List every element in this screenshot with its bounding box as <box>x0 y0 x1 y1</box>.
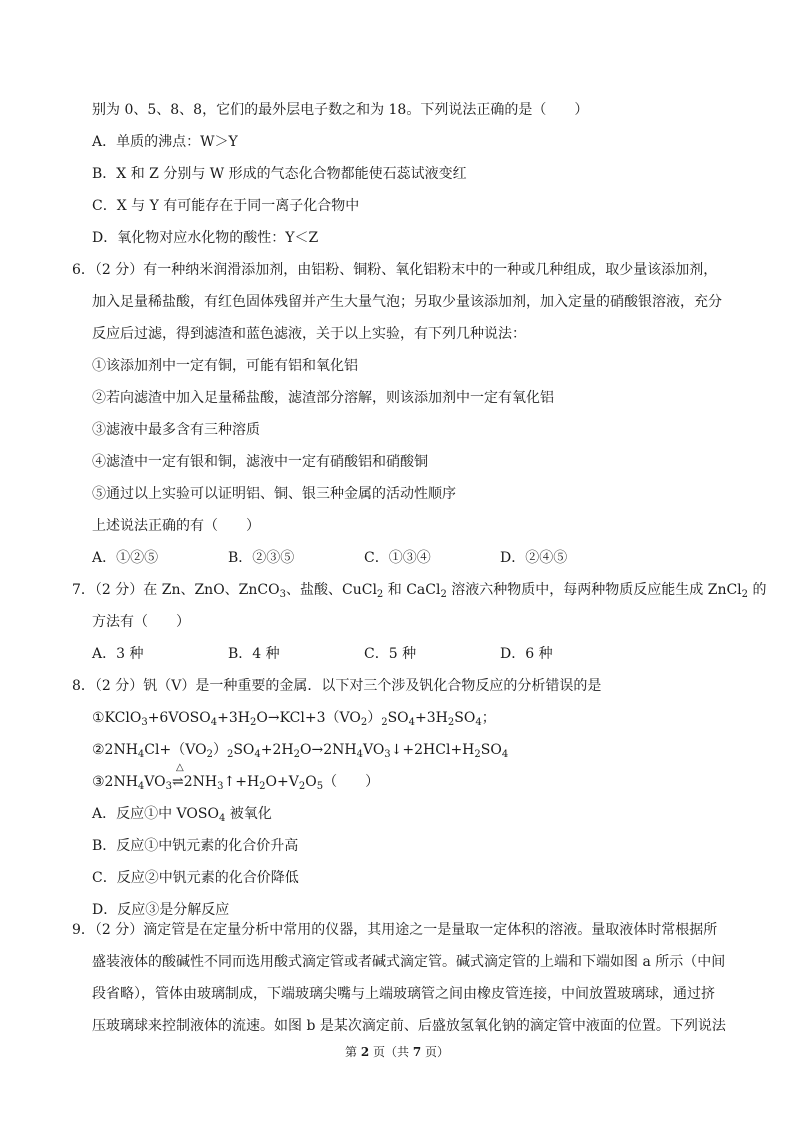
q6-stem-line1: 6．（2 分）有一种纳米润滑添加剂，由铝粉、铜粉、氧化铝粉末中的一种或几种组成，取少量该添加剂， <box>72 262 718 278</box>
q6-options <box>92 548 724 568</box>
q8-reaction-3: $③2NH_4VO_3$ △ $\rightleftharpoons 2NH_3↑+H_2O+V_2O_5$（ ） <box>92 762 380 792</box>
q6-stem-line2: 加入足量稀盐酸，有红色固体残留并产生大量气泡；另取少量该添加剂，加入定量的硝酸银溶液，充分 <box>92 294 722 310</box>
total-pages: 7 <box>412 1045 422 1059</box>
q5-stem-tail: 别为 0、5、8、8，它们的最外层电子数之和为 18。下列说法正确的是（ ） <box>92 102 589 118</box>
page-number: 2 <box>360 1045 370 1059</box>
q9-stem-line1: 9．（2 分）滴定管是在定量分析中常用的仪器，其用途之一是量取一定体积的溶液。量取液体时常根据所 <box>72 922 718 938</box>
q8-option-a: A．反应①中 $VOSO_4$ 被氧化 <box>92 806 272 824</box>
q8-option-b: B．反应①中钒元素的化合价升高 <box>92 838 299 854</box>
q7-stem-line2: 方法有（ ） <box>92 614 190 630</box>
q6-ask: 上述说法正确的有（ ） <box>92 518 260 534</box>
q8-option-c: C．反应②中钒元素的化合价降低 <box>92 870 299 886</box>
q6-statement-4: ④滤渣中一定有银和铜，滤液中一定有硝酸铝和硝酸铜 <box>92 454 428 470</box>
page-footer: 第 2 页（共 7 页） <box>344 1045 449 1059</box>
q6-statement-1: ①该添加剂中一定有铜，可能有铝和氧化铝 <box>92 358 358 374</box>
q8-reaction-1: $①KClO_3+6VOSO_4+3H_2O\to KCl+3(VO_2)_2SO_4+3H_2SO_4$； <box>92 710 496 728</box>
q8-option-d: D．反应③是分解反应 <box>92 902 230 918</box>
q7-option-c: C．5 种 <box>364 646 417 662</box>
q6-statement-3: ③滤液中最多含有三种溶质 <box>92 422 260 438</box>
q8-reaction-2: $②2NH_4Cl+(VO_2)_2SO_4+2H_2O\to 2NH_4VO_3↓+2HCl+H_2SO_4$ <box>92 742 509 760</box>
q8-stem: 8．（2 分）钒（V）是一种重要的金属．以下对三个涉及钒化合物反应的分析错误的是 <box>72 678 602 694</box>
q5-option-d: D．氧化物对应水化物的酸性：Y＜Z <box>92 230 319 246</box>
q6-option-a: A．①②⑤ <box>92 550 159 566</box>
q7-option-b: B．4 种 <box>228 646 280 662</box>
q7-options <box>92 644 724 664</box>
q7-stem-line1: 7．（2 分）在 Zn、ZnO、ZnCO$_3$、盐酸、CuCl$_2$ 和 CaCl$_2$ 溶液六种物质中，每两种物质反应能生成 ZnCl$_2$ 的 <box>72 582 767 600</box>
q6-statement-5: ⑤通过以上实验可以证明铝、铜、银三种金属的活动性顺序 <box>92 486 456 502</box>
q9-stem-line3: 段省略），管体由玻璃制成，下端玻璃尖嘴与上端玻璃管之间由橡皮管连接，中间放置玻璃球，通过挤 <box>92 986 715 1002</box>
q6-stem-line3: 反应后过滤，得到滤渣和蓝色滤液，关于以上实验，有下列几种说法： <box>92 326 526 342</box>
q5-option-c: C．X 与 Y 有可能存在于同一离子化合物中 <box>92 198 360 214</box>
q5-option-b: B．X 和 Z 分别与 W 形成的气态化合物都能使石蕊试液变红 <box>92 166 467 182</box>
q9-stem-line4: 压玻璃球来控制液体的流速。如图 b 是某次滴定前、后盛放氢氧化钠的滴定管中液面的位置。下列说法 <box>92 1018 726 1034</box>
q6-option-d: D．②④⑤ <box>500 550 568 566</box>
q5-option-a: A．单质的沸点：W＞Y <box>92 134 238 150</box>
q7-option-a: A．3 种 <box>92 646 144 662</box>
q7-option-d: D．6 种 <box>500 646 553 662</box>
heating-reversible-arrow-icon: △ ⇌ <box>172 762 184 790</box>
q6-statement-2: ②若向滤渣中加入足量稀盐酸，滤渣部分溶解，则该添加剂中一定有氧化铝 <box>92 390 554 406</box>
q6-option-b: B．②③⑤ <box>228 550 295 566</box>
q6-option-c: C．①③④ <box>364 550 431 566</box>
q9-stem-line2: 盛装液体的酸碱性不同而选用酸式滴定管或者碱式滴定管。碱式滴定管的上端和下端如图 a 所示（中间 <box>92 954 726 970</box>
